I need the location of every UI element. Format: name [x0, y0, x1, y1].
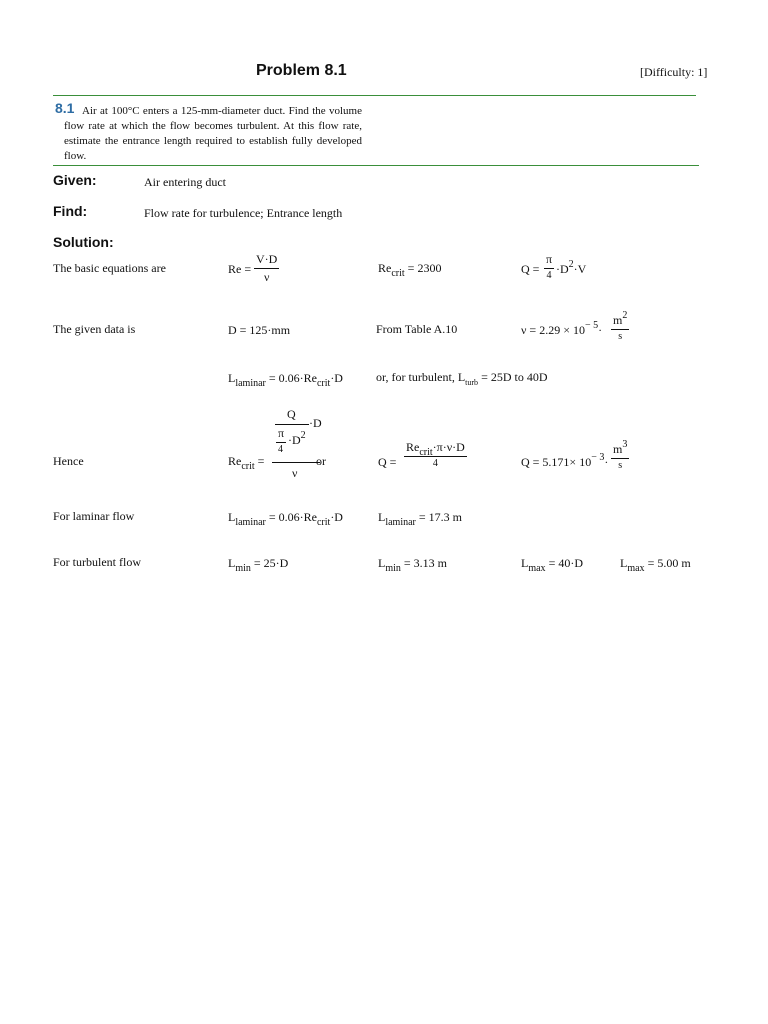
recrit-lhs: $Re_{crit}$ =	[228, 454, 265, 472]
min-length-result: $L_{min} = 3.13$ m	[378, 556, 448, 574]
recrit-equation: $Re_{crit} = 2300$	[378, 261, 442, 279]
given-label: Given:	[53, 172, 97, 188]
hence-four: 4	[278, 444, 283, 455]
problem-number: 8.1	[55, 100, 75, 116]
laminar-length-relation: $L_{laminar} = 0.06\cdot Re_{crit}\cdot D$	[228, 371, 343, 389]
flow-rate-rhs: $\cdot D^2\cdot V$	[556, 259, 587, 276]
max-length-equation: $L_{max} = 40\cdot D$	[521, 556, 583, 574]
flow-rate-lhs: Q =	[521, 262, 540, 276]
difficulty-label: [Difficulty: 1]	[640, 65, 708, 79]
hence-label: Hence	[53, 454, 84, 468]
turbulent-flow-label: For turbulent flow	[53, 555, 141, 569]
laminar-flow-label: For laminar flow	[53, 509, 135, 523]
turbulent-length-relation: or, for turbulent, $L_{turb} = 25D$ to 40D	[376, 370, 548, 387]
hence-or: or	[316, 454, 326, 468]
pi-over-4-fraction: π 4	[546, 252, 553, 281]
max-length-result: $L_{max} = 5.00$ m	[620, 556, 691, 574]
find-value: Flow rate for turbulence; Entrance length	[144, 206, 343, 220]
hence-pi: π	[278, 426, 285, 440]
solution-label: Solution:	[53, 234, 114, 250]
given-value: Air entering duct	[144, 175, 226, 189]
flow-rate-result: $Q = 5.171\times 10^{- 3}\cdot$	[521, 452, 609, 469]
hence-q: Q	[287, 407, 296, 421]
page-title: Problem 8.1	[256, 62, 347, 79]
reynolds-numerator: V·D	[256, 252, 278, 266]
laminar-length-equation: $L_{laminar} = 0.06\cdot Re_{crit}\cdot D$	[228, 510, 343, 528]
table-reference: From Table A.10	[376, 322, 458, 336]
viscosity-equation: $\nu = 2.29 \times 10^{- 5}\cdot$	[521, 320, 603, 337]
diameter-equation: D = 125·mm	[228, 323, 291, 337]
reynolds-lhs: Re =	[228, 262, 252, 276]
reynolds-fraction	[254, 252, 279, 285]
hence-d2: $\cdot D^2$	[288, 430, 306, 447]
reynolds-denominator: ν	[263, 270, 270, 284]
viscosity-unit: $m^2$ s	[613, 310, 628, 342]
given-data-label: The given data is	[53, 322, 136, 336]
hence-flow-fraction: $Re_{crit}\cdot\pi\cdot\nu\cdot D$ 4	[406, 440, 465, 469]
problem-statement: Air at 100°C enters a 125-mm-diameter duct. Find the volume flow rate at which the flow becomes turbulent. At this flow rate, estimate the entrance length required to establish fully developed flow.	[64, 105, 362, 162]
find-label: Find:	[53, 203, 88, 219]
flow-rate-unit: $m^3$ s	[613, 439, 628, 471]
hence-dot-d: ·D	[309, 416, 322, 430]
hence-nu: ν	[292, 466, 298, 480]
basic-equations-label: The basic equations are	[53, 261, 166, 275]
laminar-length-result: $L_{laminar} = 17.3$ m	[378, 510, 462, 528]
top-divider	[53, 95, 696, 96]
hence-flow-lhs: Q =	[378, 455, 397, 469]
min-length-equation: $L_{min} = 25\cdot D$	[228, 556, 289, 574]
problem-divider	[53, 165, 699, 166]
